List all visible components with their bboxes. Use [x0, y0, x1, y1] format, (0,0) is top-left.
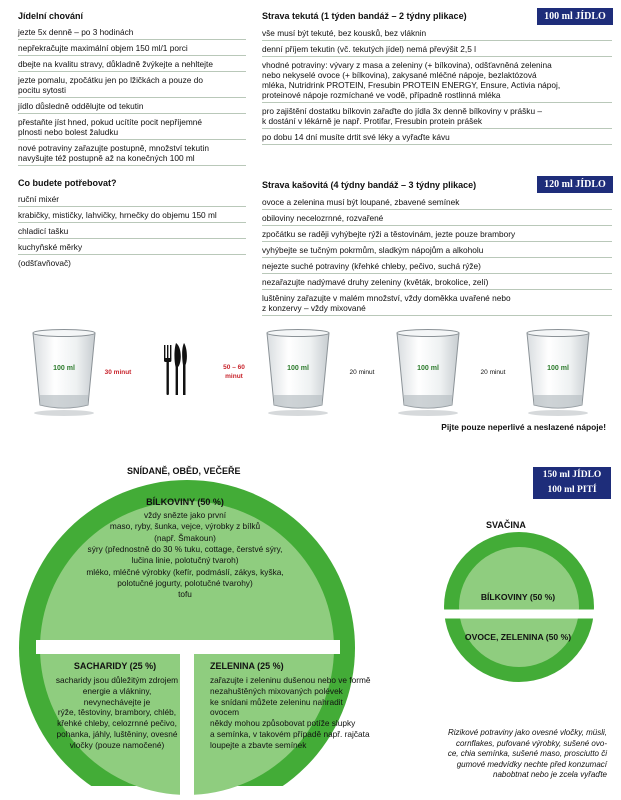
plate-text-line: loupejte a zbavte semínek [210, 739, 307, 750]
row-separator [262, 56, 612, 57]
glass-volume-label: 100 ml [547, 365, 569, 372]
interval-20-label-2: 20 minut [480, 369, 506, 376]
row-separator [262, 128, 612, 129]
plate-text-line: sýry (přednostně do 30 % tuku, cottage, čerstvé sýry, [87, 543, 283, 554]
diet-rule-line: obiloviny necelozrnné, rozvařené [262, 213, 384, 223]
diet-rule-line: luštěniny zařazujte v malém množství, vždy doměkka uvařené nebo [262, 293, 511, 303]
glass-100ml-icon [527, 330, 589, 417]
plate-text-line: lučina linie, polotučný tvaroh) [131, 555, 239, 566]
glass-volume-label: 100 ml [287, 365, 309, 372]
diet-rule-line: mléka, Nutridrink PROTEIN, Fresubin PROTEIN ENERGY, Ensure, Activia nápoj, [262, 80, 561, 90]
row-separator [262, 102, 612, 103]
row-separator [18, 238, 246, 239]
diet-rule-line: nejezte suché potraviny (křehké chleby, pečivo, suchá rýže) [262, 261, 481, 271]
row-separator [18, 165, 246, 166]
rule-line: dbejte na kvalitu stravy, důkladně žvýkejte a nehltejte [18, 59, 213, 69]
row-separator [18, 39, 246, 40]
plate-text-line: nezahuštěných mixovaných polévek [210, 685, 343, 696]
row-separator [18, 139, 246, 140]
row-separator [18, 97, 246, 98]
row-separator [262, 225, 612, 226]
note-line: ce, chia semínka, sušené maso, prosciutto či [447, 749, 607, 758]
diet-rule-line: zpočátku se raději vyhýbejte rýži a těstovinám, jezte pouze brambory [262, 229, 516, 239]
mushy-badge: 120 ml JÍDLO [537, 176, 613, 193]
snack-fruit-veg: OVOCE, ZELENINA (50 %) [464, 632, 572, 642]
glass-volume-label: 100 ml [53, 365, 75, 372]
rule-line: jezte 5x denně – po 3 hodinách [18, 27, 134, 37]
row-separator [18, 206, 246, 207]
rule-line: nové potraviny zařazujte postupně, množství tekutin [18, 143, 209, 153]
plate-text-line: nevynechávejte je [83, 696, 151, 707]
rule-line: přestaňte jíst hned, pokud ucítíte pocit nepříjemné [18, 117, 203, 127]
diet-rule-line: k dostání v lékárně je např. Protifar, Fresubin protein prášek [262, 116, 482, 126]
rule-line: jídlo důsledně oddělujte od tekutin [18, 101, 144, 111]
plate-text-line: někdy mohou způsobovat potíže slupky [210, 718, 356, 729]
note-line: nabobtnat nebo je zcela vyřaďte [493, 770, 607, 779]
diet-rule-line: pro zajištění dostatku bílkovin zařaďte do jídla 3x denně bílkoviny v prášku – [262, 106, 542, 116]
plate-text-line: ke snídani můžete zeleninu nahradit [210, 696, 343, 707]
plate-badge-drink: 100 ml PITÍ [547, 485, 597, 495]
rule-line: plnosti nebo bolest žaludku [18, 127, 119, 137]
diet-rule-line: nebo nekyselé ovoce (+ bílkovina), zakysané mléčné nápoje, bezlaktózová [262, 70, 537, 80]
plate-text-line: vločky (pouze namočené) [69, 739, 165, 750]
needs-item: (odšťavňovač) [18, 258, 71, 268]
row-separator [262, 241, 612, 242]
plate-text-line: maso, ryby, šunka, vejce, výrobky z bílků [109, 521, 261, 532]
diet-rule-line: vyhýbejte se tučným pokrmům, sladkým nápojům a alkoholu [262, 245, 484, 255]
row-separator [18, 254, 246, 255]
needs-item: ruční mixér [18, 194, 60, 204]
interval-20-label-1: 20 minut [349, 369, 375, 376]
glass-volume-label: 100 ml [417, 365, 439, 372]
mushy-diet-heading: Strava kašovitá (4 týdny bandáž – 3 týdny plikace) [262, 180, 477, 190]
row-separator [262, 40, 612, 41]
row-separator [18, 113, 246, 114]
diet-rule-line: nezařazujte nadýmavé druhy zeleniny (květák, brokolice, zelí) [262, 277, 489, 287]
drinking-timeline [0, 325, 621, 440]
drink-note: Pijte pouze neperlivé a neslazené nápoje! [441, 422, 606, 432]
plate-text-line: vždy snězte jako první [143, 510, 227, 520]
row-separator [18, 222, 246, 223]
needs-item: chladicí tašku [18, 226, 69, 236]
plate-text-line: energie a vlákniny, [82, 685, 152, 696]
plate-text-line: zařazujte i zeleninu dušenou nebo ve formě [210, 675, 371, 685]
plate-title: SNÍDANĚ, OBĚD, VEČEŘE [127, 466, 241, 476]
row-separator [18, 55, 246, 56]
veg-title: ZELENINA (25 %) [210, 661, 284, 671]
plate-badge-food: 150 ml JÍDLO [542, 470, 602, 480]
interval-50-60-unit: minut [225, 373, 243, 380]
interval-50-60-label: 50 – 60 [223, 364, 245, 371]
needs-item: krabičky, mističky, lahvičky, hrnečky do objemu 150 ml [18, 210, 217, 220]
cutlery-icon [164, 343, 187, 395]
note-line: Rizikové potraviny jako ovesné vločky, müsli, [447, 728, 607, 737]
snack-protein: BÍLKOVINY (50 %) [480, 592, 556, 602]
row-separator [262, 209, 612, 210]
note-line: gumové medvídky nechte před konzumací [456, 759, 607, 769]
row-separator [262, 144, 612, 145]
needs-heading: Co budete potřebovat? [18, 178, 117, 188]
diet-rule-line: vhodné potraviny: vývary z masa a zeleniny (+ bílkovina), odšťavněná zelenina [262, 60, 552, 70]
plate-text-line: mléko, mléčné výrobky (kefír, podmáslí, zákys, kyška, [86, 566, 284, 577]
note-line: cornflakes, pufované výrobky, sušené ovo- [455, 738, 607, 748]
plate-text-line: rýže, těstoviny, brambory, chléb, [57, 707, 177, 718]
rule-line: jezte pomalu, zpočátku jen po lžičkách a pouze do [18, 75, 203, 85]
snack-title: SVAČINA [486, 520, 526, 530]
carb-title: SACHARIDY (25 %) [73, 661, 157, 671]
diet-rule-line: po dobu 14 dní musíte drtit své léky a vyřaďte kávu [262, 132, 450, 142]
interval-30-label: 30 minut [104, 369, 132, 376]
liquid-diet-heading: Strava tekutá (1 týden bandáž – 2 týdny plikace) [262, 11, 467, 21]
row-separator [262, 257, 612, 258]
diet-rule-line: ovoce a zelenina musí být loupané, zbavené semínek [262, 197, 460, 207]
rule-line: navyšujte též postupně až na konečných 100 ml [18, 153, 195, 163]
plate-text-line: pohanka, jáhly, luštěniny, ovesné [56, 729, 178, 739]
needs-item: kuchyňské měrky [18, 242, 83, 252]
rule-line: pocitu sytosti [18, 85, 66, 95]
eating-behavior-heading: Jídelní chování [18, 11, 84, 21]
diet-rule-line: denní příjem tekutin (vč. tekutých jídel) nemá převýšit 2,5 l [262, 44, 476, 54]
diet-rule-line: proteinové nápoje rozmíchané ve vodě, případně rostlinná mléka [262, 90, 501, 100]
glass-100ml-icon [267, 330, 329, 417]
plate-text-line: (např. Šmakoun) [154, 532, 216, 543]
rule-line: nepřekračujte maximální objem 150 ml/1 porci [18, 43, 188, 53]
liquid-badge: 100 ml JÍDLO [537, 8, 613, 25]
row-separator [262, 289, 612, 290]
protein-title: BÍLKOVINY (50 %) [146, 497, 224, 507]
plate-text-line: křehké chleby, celozrnné pečivo, [57, 718, 177, 729]
diet-rule-line: z konzervy – vždy mixované [262, 303, 366, 313]
diet-rule-line: vše musí být tekuté, bez kousků, bez vláknin [262, 28, 427, 38]
plate-text-line: ovocem [210, 707, 240, 718]
row-separator [262, 315, 612, 316]
plate-text-line: tofu [178, 589, 192, 600]
glass-100ml-icon [397, 330, 459, 417]
snack-plate-inner [459, 547, 579, 667]
row-separator [18, 71, 246, 72]
plate-text-line: sacharidy jsou důležitým zdrojem [55, 675, 179, 685]
glass-100ml-icon [33, 330, 95, 417]
plate-text-line: polotučné jogurty, polotučné tvarohy) [117, 577, 253, 588]
plate-text-line: a semínka, v takovém případě např. rajčata [210, 729, 370, 739]
row-separator [262, 273, 612, 274]
